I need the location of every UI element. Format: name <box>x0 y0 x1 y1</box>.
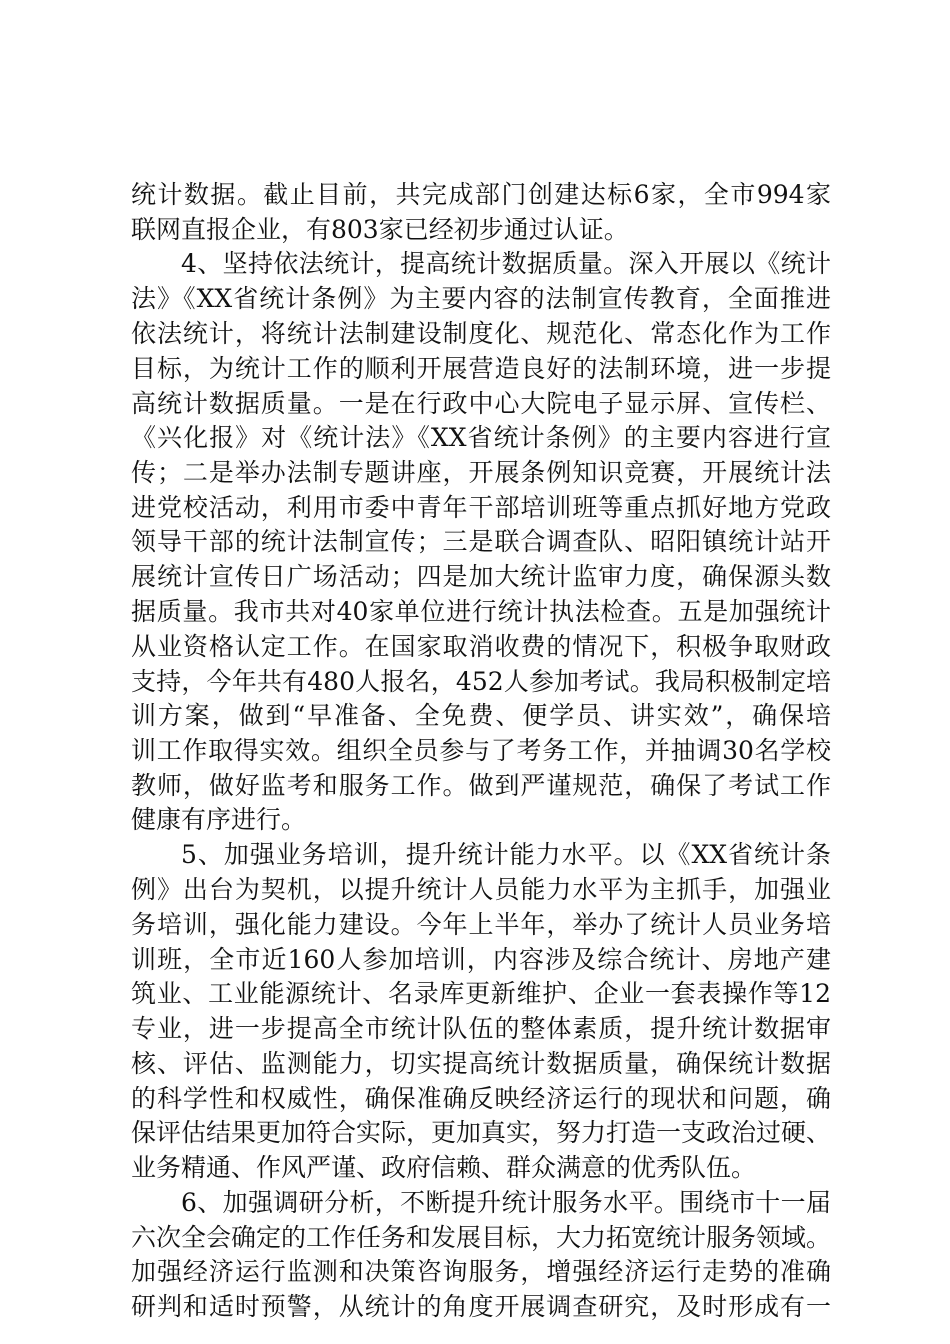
body-line: 领导干部的统计法制宣传；三是联合调查队、昭阳镇统计站开 <box>131 527 831 556</box>
body-line: 法》《XX省统计条例》为主要内容的法制宣传教育，全面推进 <box>131 284 831 313</box>
body-line: 核、评估、监测能力，切实提高统计数据质量，确保统计数据 <box>131 1049 831 1078</box>
body-line: 六次全会确定的工作任务和发展目标，大力拓宽统计服务领域。 <box>131 1223 831 1252</box>
body-line: 高统计数据质量。一是在行政中心大院电子显示屏、宣传栏、 <box>131 389 831 418</box>
body-line: 务培训，强化能力建设。今年上半年，举办了统计人员业务培 <box>131 910 831 939</box>
body-line: 筑业、工业能源统计、名录库更新维护、企业一套表操作等12 <box>131 979 831 1008</box>
body-line: 6、加强调研分析，不断提升统计服务水平。围绕市十一届 <box>181 1188 831 1217</box>
body-line: 例》出台为契机，以提升统计人员能力水平为主抓手，加强业 <box>131 875 831 904</box>
body-line: 支持，今年共有480人报名，452人参加考试。我局积极制定培 <box>131 667 831 696</box>
body-line: 训方案，做到“早准备、全免费、便学员、讲实效”，确保培 <box>131 701 831 730</box>
body-line: 业务精通、作风严谨、政府信赖、群众满意的优秀队伍。 <box>131 1153 757 1182</box>
body-line: 训工作取得实效。组织全员参与了考务工作，并抽调30名学校 <box>131 736 831 765</box>
body-line: 目标，为统计工作的顺利开展营造良好的法制环境，进一步提 <box>131 354 831 383</box>
body-line: 专业，进一步提高全市统计队伍的整体素质，提升统计数据审 <box>131 1014 831 1043</box>
body-line: 5、加强业务培训，提升统计能力水平。以《XX省统计条 <box>181 840 831 869</box>
body-line: 展统计宣传日广场活动；四是加大统计监审力度，确保源头数 <box>131 562 831 591</box>
body-line: 传；二是举办法制专题讲座，开展条例知识竞赛，开展统计法 <box>131 458 831 487</box>
body-line: 据质量。我市共对40家单位进行统计执法检查。五是加强统计 <box>131 597 831 626</box>
body-line: 教师，做好监考和服务工作。做到严谨规范，确保了考试工作 <box>131 771 831 800</box>
body-line: 健康有序进行。 <box>131 805 307 834</box>
body-line: 训班，全市近160人参加培训，内容涉及综合统计、房地产建 <box>131 945 831 974</box>
body-line: 进党校活动，利用市委中青年干部培训班等重点抓好地方党政 <box>131 493 831 522</box>
body-line: 4、坚持依法统计，提高统计数据质量。深入开展以《统计 <box>181 249 831 278</box>
body-line: 保评估结果更加符合实际，更加真实，努力打造一支政治过硬、 <box>131 1118 831 1147</box>
body-line: 从业资格认定工作。在国家取消收费的情况下，积极争取财政 <box>131 632 831 661</box>
body-line: 的科学性和权威性，确保准确反映经济运行的现状和问题，确 <box>131 1084 831 1113</box>
body-line: 统计数据。截止目前，共完成部门创建达标6家，全市994家 <box>131 180 831 209</box>
body-line: 联网直报企业，有803家已经初步通过认证。 <box>131 215 629 244</box>
body-line: 加强经济运行监测和决策咨询服务，增强经济运行走势的准确 <box>131 1257 831 1286</box>
body-line: 研判和适时预警，从统计的角度开展调查研究，及时形成有一 <box>131 1292 831 1321</box>
body-line: 《兴化报》对《统计法》《XX省统计条例》的主要内容进行宣 <box>131 423 831 452</box>
body-line: 依法统计，将统计法制建设制度化、规范化、常态化作为工作 <box>131 319 831 348</box>
